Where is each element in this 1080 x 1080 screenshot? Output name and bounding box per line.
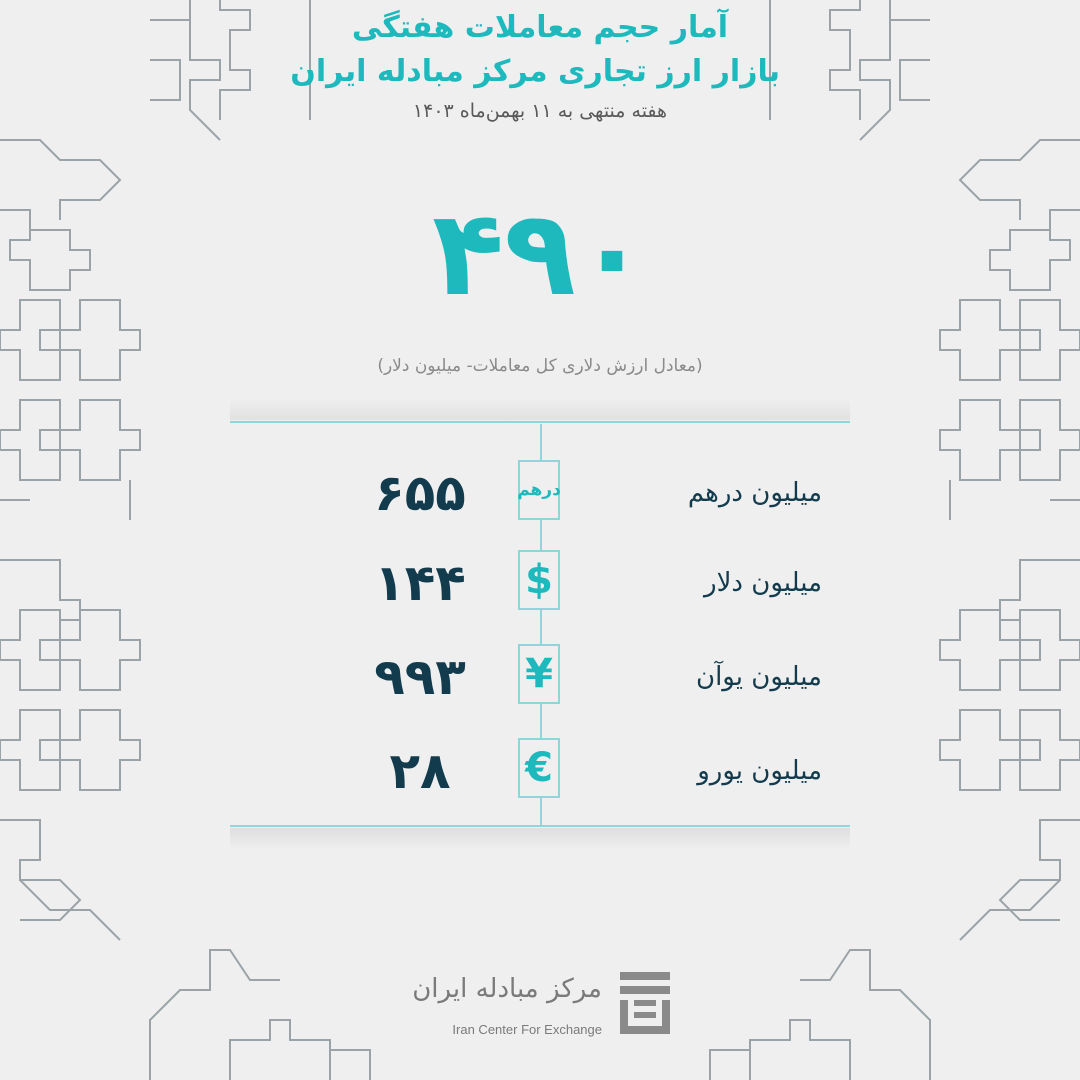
title-line-2: بازار ارز تجاری مرکز مبادله ایران [290, 54, 780, 89]
row-dollar [230, 548, 850, 618]
row-value: ۹۹۳ [374, 648, 466, 706]
row-label: میلیون دلار [704, 568, 822, 598]
total-value: ۴۹۰ [431, 184, 649, 322]
header [290, 6, 780, 124]
row-value: ۱۴۴ [374, 554, 466, 612]
title-line-1: آمار حجم معاملات هفتگی [351, 10, 729, 45]
row-euro [230, 736, 850, 806]
row-dirham [230, 458, 850, 528]
row-value: ۶۵۵ [374, 464, 466, 522]
brand-name-en: Iran Center For Exchange [452, 1022, 602, 1037]
dollar-icon: $ [518, 550, 560, 610]
brand-logo [400, 966, 700, 1046]
brand-mark-icon [620, 972, 670, 1034]
row-label: میلیون درهم [687, 478, 822, 508]
row-yuan [230, 642, 850, 712]
panel-shadow-top [230, 398, 850, 420]
divider-bottom [230, 825, 850, 827]
row-value: ۲۸ [389, 742, 451, 800]
euro-icon: € [518, 738, 560, 798]
brand-name-fa: مرکز مبادله ایران [412, 974, 602, 1004]
panel-shadow-bottom [230, 828, 850, 850]
row-label: میلیون یورو [697, 756, 822, 786]
total-caption: (معادل ارزش دلاری کل معاملات- میلیون دلار) [377, 356, 703, 376]
subtitle-date: هفته منتهی به ۱۱ بهمن‌ماه ۱۴۰۳ [412, 100, 668, 122]
dirham-icon: درهم [518, 460, 560, 520]
divider-top [230, 421, 850, 423]
yuan-icon: ¥ [518, 644, 560, 704]
row-label: میلیون یوآن [695, 662, 822, 692]
